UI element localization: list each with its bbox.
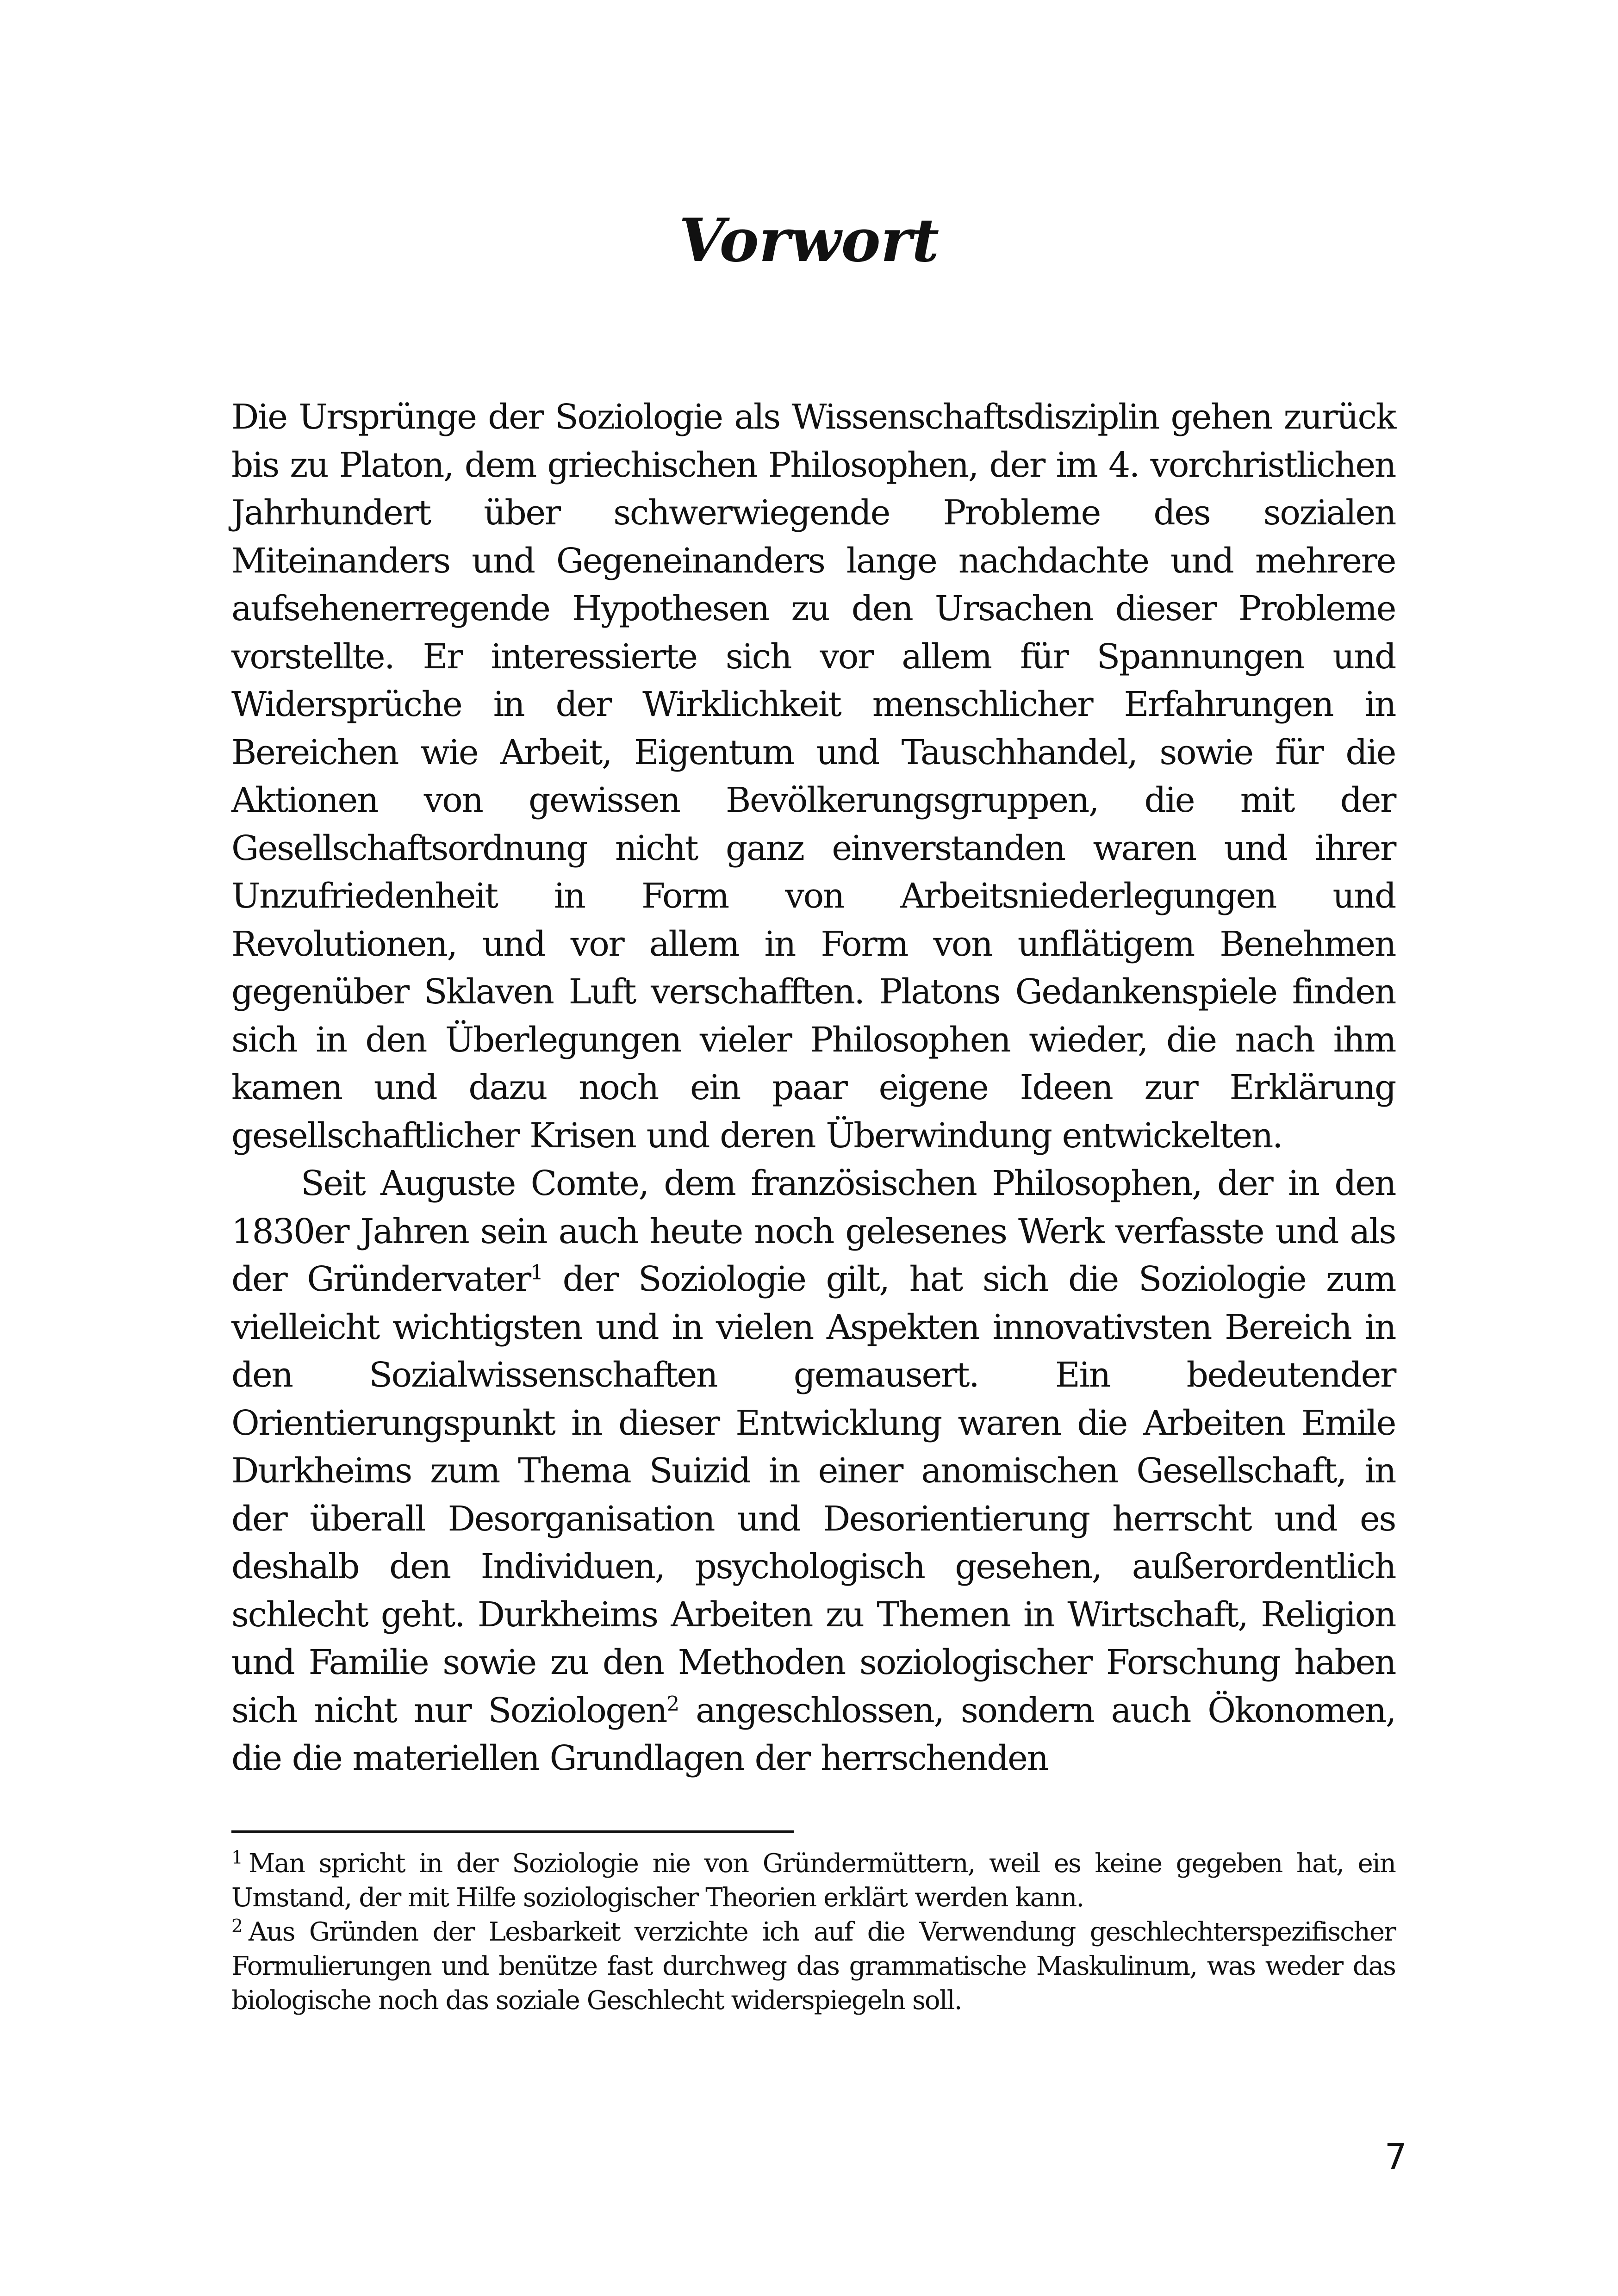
page-number: 7 [1384, 2136, 1407, 2177]
page-title: Vorwort [678, 206, 940, 275]
paragraph-2-text-1: Seit Auguste Comte, dem französischen Philosophen, der in den 1830er Jahren sein auch heute noch gelesenes Werk verfasste und als der Gründervater [231, 1164, 1395, 1299]
footnote-2 [231, 1915, 1395, 2018]
footnote-1-text: Man spricht in der Soziologie nie von Gründermüttern, weil es keine gegeben hat, ein Umstand, der mit Hilfe soziologischer Theorien erklärt werden kann. [231, 1848, 1395, 1913]
paragraph-2-text-3: angeschlossen, sondern auch Ökonomen, die die materiellen Grundlagen der herrschenden [231, 1690, 1396, 1778]
footnote-separator [231, 1830, 794, 1833]
footnote-1-mark: 1 [231, 1848, 243, 1869]
footnote-reference-1: 1 [530, 1261, 542, 1285]
footnotes [231, 1847, 1395, 2018]
footnote-2-text: Aus Gründen der Lesbarkeit verzichte ich auf die Verwendung geschlechterspezifischer Formulierungen und benütze fast durchweg das grammatische Maskulinum, was weder das biologische noch das soziale Geschlecht widerspiegeln soll. [231, 1917, 1395, 2016]
paragraph-2-text-2: der Soziologie gilt, hat sich die Soziologie zum vielleicht wichtigsten und in vielen Aspekten innovativsten Bereich in den Sozialwissenschaften gemausert. Ein bedeutender Orientierungspunkt in dieser Entwicklung waren die Arbeiten Emile Durkheims zum Thema Suizid in einer anomischen Gesellschaft, in der überall Desorganisation und Desorientierung herrscht und es deshalb den Individuen, psychologisch gesehen, außerordentlich schlecht geht. Durkheims Arbeiten zu Themen in Wirtschaft, Religion und Familie sowie zu den Methoden soziologischer Forschung haben sich nicht nur Soziologen [231, 1259, 1395, 1730]
paragraph-1: Die Ursprünge der Soziologie als Wissenschaftsdisziplin gehen zurück bis zu Platon, dem griechischen Philosophen, der im 4. vorchristlichen Jahrhundert über schwerwiegende Probleme des sozialen Miteinanders und Gegeneinanders lange nachdachte und mehrere aufsehenerregende Hypothesen zu den Ursachen dieser Probleme vorstellte. Er interessierte sich vor allem für Spannungen und Widersprüche in der Wirklichkeit menschlicher Erfahrungen in Bereichen wie Arbeit, Eigentum und Tauschhandel, sowie für die Aktionen von gewissen Bevölkerungsgruppen, die mit der Gesellschaftsordnung nicht ganz einverstanden waren und ihrer Unzufriedenheit in Form von Arbeitsniederlegungen und Revolutionen, und vor allem in Form von unflätigem Benehmen gegenüber Sklaven Luft verschafften. Platons Gedankenspiele finden sich in den Überlegungen vieler Philosophen wieder, die nach ihm kamen und dazu noch ein paar eigene Ideen zur Erklärung gesellschaftlicher Krisen und deren Überwindung entwickelten. [231, 397, 1395, 1156]
paragraph-2 [231, 1160, 1395, 1783]
main-text [231, 393, 1395, 1783]
footnote-reference-2: 2 [666, 1692, 678, 1716]
footnote-1 [231, 1847, 1395, 1915]
footnote-2-mark: 2 [231, 1916, 243, 1937]
